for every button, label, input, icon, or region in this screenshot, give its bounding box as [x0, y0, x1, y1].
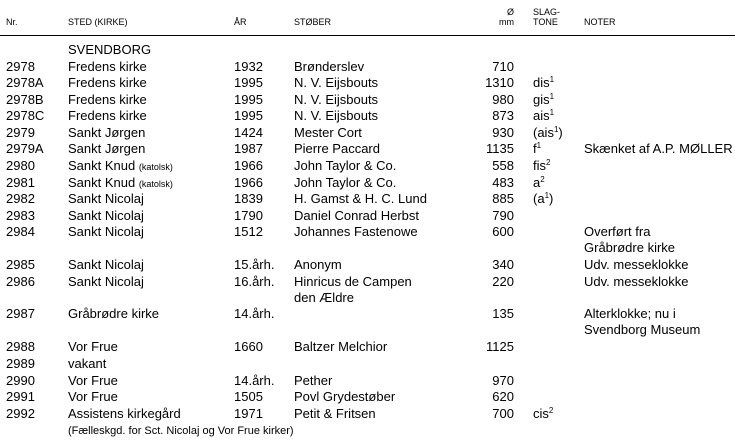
row-stober-continued: den Ældre [294, 290, 354, 305]
row-nr [6, 224, 35, 240]
row-diameter [492, 306, 514, 322]
col-header-stober: STØBER [294, 17, 332, 27]
col-header-diameter-symbol: Ø [506, 7, 514, 17]
row-stober-text: Anonym [294, 257, 342, 272]
row-note [584, 306, 676, 322]
row-aar [234, 175, 263, 191]
row-aar [234, 92, 263, 108]
row-diameter-text: 700 [492, 406, 514, 421]
row-slagtone [533, 191, 553, 207]
row-stober [294, 108, 378, 124]
row-sted-text: Fredens kirke [68, 75, 147, 90]
row-diameter [486, 141, 514, 157]
row-sted-text: Sankt Nicolaj [68, 257, 144, 272]
row-slagtone [533, 406, 553, 422]
row-diameter-text: 710 [492, 59, 514, 74]
row-nr [6, 158, 35, 174]
row-aar-text: 1987 [234, 141, 263, 156]
row-sted [68, 339, 118, 355]
row-stober [294, 125, 362, 141]
row-sted-text: Fredens kirke [68, 59, 147, 74]
row-aar [234, 108, 263, 124]
row-aar-text: 1424 [234, 125, 263, 140]
row-stober [294, 141, 380, 157]
row-sted [68, 257, 144, 273]
row-aar-text: 1966 [234, 175, 263, 190]
row-sted-text: Gråbrødre kirke [68, 306, 160, 321]
row-slagtone-octave: 1 [549, 108, 555, 117]
row-sted-text: Sankt Jørgen [68, 125, 146, 140]
row-stober [294, 257, 342, 273]
row-diameter [492, 175, 514, 191]
row-sted [68, 356, 106, 372]
row-sted-text: Vor Frue [68, 389, 118, 404]
row-diameter [492, 257, 514, 273]
row-stober [294, 339, 387, 355]
row-nr-text: 2979 [6, 125, 35, 140]
row-nr [6, 208, 35, 224]
row-nr-text: 2986 [6, 274, 35, 289]
row-diameter-text: 340 [492, 257, 514, 272]
row-note-text: Udv. messeklokke [584, 257, 689, 272]
row-slagtone-octave: 1 [553, 125, 559, 134]
row-sted-text: Sankt Nicolaj [68, 208, 144, 223]
row-aar-text: 1932 [234, 59, 263, 74]
row-stober [294, 389, 395, 405]
row-aar-text: 1995 [234, 92, 263, 107]
row-nr [6, 274, 35, 290]
row-nr-text: 2988 [6, 339, 35, 354]
row-aar-text: 1971 [234, 406, 263, 421]
row-sted-text: Sankt Nicolaj [68, 191, 144, 206]
row-sted-text: vakant [68, 356, 107, 371]
row-nr-text: 2978C [6, 108, 45, 123]
row-sted [68, 75, 147, 91]
row-slagtone-text: (a [533, 191, 545, 206]
row-slagtone-suffix: ) [558, 125, 563, 140]
row-nr-text: 2978B [6, 92, 44, 107]
row-sted-text: Sankt Knud [68, 175, 136, 190]
row-slagtone-text: (ais [533, 125, 554, 140]
row-sted [68, 389, 118, 405]
row-sted [68, 108, 147, 124]
row-slagtone [533, 108, 554, 124]
row-stober [294, 75, 378, 91]
row-nr [6, 75, 44, 91]
row-slagtone-octave: 1 [549, 75, 555, 84]
row-note-continued: Svendborg Museum [584, 322, 701, 337]
footnote: (Fælleskgd. for Sct. Nicolaj og Vor Frue kirker) [68, 425, 294, 437]
row-sted [68, 306, 159, 322]
row-aar [234, 208, 263, 224]
row-aar-text: 15.årh. [234, 257, 275, 272]
row-nr-text: 2982 [6, 191, 35, 206]
row-sted-text: Vor Frue [68, 373, 118, 388]
header-divider [0, 35, 735, 36]
row-slagtone-octave: 2 [540, 175, 545, 184]
row-aar [234, 406, 263, 422]
row-aar-text: 1660 [234, 339, 263, 354]
row-sted [68, 175, 173, 192]
row-aar-text: 16.årh. [234, 274, 275, 289]
row-slagtone [533, 141, 541, 157]
col-header-nr: Nr. [6, 17, 18, 27]
row-stober [294, 59, 364, 75]
row-stober [294, 191, 427, 207]
row-sted [68, 141, 145, 157]
row-slagtone-suffix: ) [549, 191, 554, 206]
row-nr [6, 141, 44, 157]
row-diameter-text: 1135 [486, 141, 514, 156]
row-diameter [485, 75, 514, 91]
row-aar [234, 274, 274, 290]
row-diameter-text: 980 [492, 92, 514, 107]
row-diameter [486, 339, 514, 355]
row-note-text: Overført fra [584, 224, 651, 239]
row-diameter [492, 108, 514, 124]
row-sted-text: Sankt Nicolaj [68, 274, 144, 289]
row-diameter-text: 135 [492, 306, 514, 321]
row-aar-text: 14.årh. [234, 373, 275, 388]
row-diameter-text: 930 [492, 125, 514, 140]
row-nr-text: 2984 [6, 224, 35, 239]
row-stober-text: N. V. Eijsbouts [294, 108, 379, 123]
row-nr [6, 125, 35, 141]
row-diameter-text: 483 [492, 175, 514, 190]
row-sted-text: Fredens kirke [68, 92, 147, 107]
row-slagtone-octave: 1 [544, 191, 550, 200]
row-aar [234, 389, 263, 405]
row-stober-text: Hinricus de Campen [294, 274, 412, 289]
row-aar [234, 257, 274, 273]
row-nr [6, 175, 35, 191]
row-nr [6, 389, 35, 405]
row-diameter-text: 1310 [485, 75, 514, 90]
row-aar-text: 1995 [234, 75, 263, 90]
row-sted-text: Sankt Nicolaj [68, 224, 144, 239]
row-sted [68, 406, 181, 422]
row-aar [234, 125, 263, 141]
row-slagtone-text: dis [533, 75, 550, 90]
row-nr-text: 2990 [6, 373, 35, 388]
row-aar [234, 59, 263, 75]
row-stober-text: Petit & Fritsen [294, 406, 376, 421]
row-aar-text: 1839 [234, 191, 263, 206]
row-sted [68, 158, 173, 175]
row-nr-text: 2992 [6, 406, 35, 421]
row-diameter [492, 389, 514, 405]
row-slagtone-text: fis [533, 158, 546, 173]
row-slagtone-octave: 2 [548, 406, 554, 415]
row-diameter-text: 620 [492, 389, 514, 404]
row-diameter [492, 59, 514, 75]
row-nr [6, 356, 35, 372]
row-stober [294, 373, 332, 389]
row-diameter [492, 191, 514, 207]
row-nr [6, 92, 44, 108]
col-header-slagtone-line1: SLAG- [533, 7, 561, 17]
row-sted-text: Vor Frue [68, 339, 118, 354]
row-diameter-text: 873 [492, 108, 514, 123]
row-diameter [492, 373, 514, 389]
row-nr-text: 2989 [6, 356, 35, 371]
row-slagtone-octave: 2 [546, 158, 551, 167]
row-diameter [492, 92, 514, 108]
row-sted-qualifier: (katolsk) [138, 179, 173, 189]
row-nr-text: 2983 [6, 208, 35, 223]
row-slagtone-octave: 1 [536, 141, 542, 150]
row-sted-text: Assistens kirkegård [68, 406, 181, 421]
row-slagtone [533, 158, 550, 174]
row-stober [294, 175, 396, 191]
row-diameter [492, 224, 514, 240]
row-nr-text: 2978A [6, 75, 44, 90]
row-nr-text: 2987 [6, 306, 35, 321]
row-sted [68, 224, 144, 240]
row-stober [294, 224, 418, 240]
row-nr [6, 191, 35, 207]
row-sted-qualifier: (katolsk) [138, 162, 173, 172]
row-stober-text: Mester Cort [294, 125, 362, 140]
row-sted [68, 125, 145, 141]
row-nr [6, 257, 35, 273]
row-stober-text: N. V. Eijsbouts [294, 75, 379, 90]
row-note-text: Alterklokke; nu i [584, 306, 676, 321]
row-aar-text: 1505 [234, 389, 263, 404]
row-slagtone [533, 125, 563, 141]
row-aar-text: 1966 [234, 158, 263, 173]
row-sted [68, 92, 147, 108]
row-nr-text: 2985 [6, 257, 35, 272]
row-aar-text: 1790 [234, 208, 263, 223]
col-header-aar: ÅR [234, 17, 247, 27]
col-header-diameter [499, 7, 514, 27]
row-sted-text: Sankt Jørgen [68, 141, 146, 156]
row-aar [234, 75, 263, 91]
group-title: SVENDBORG [68, 42, 152, 57]
row-stober-text: Pierre Paccard [294, 141, 380, 156]
row-sted [68, 274, 144, 290]
row-slagtone-text: gis [533, 92, 550, 107]
row-stober-text: Daniel Conrad Herbst [294, 208, 420, 223]
row-stober-text: Johannes Fastenowe [294, 224, 418, 239]
row-nr [6, 59, 35, 75]
row-diameter-text: 220 [492, 274, 514, 289]
row-diameter [492, 406, 514, 422]
row-diameter-text: 885 [492, 191, 514, 206]
row-note [584, 274, 689, 290]
row-slagtone-octave: 1 [549, 92, 555, 101]
row-sted [68, 59, 147, 75]
row-sted [68, 208, 144, 224]
col-header-noter: NOTER [584, 17, 616, 27]
row-stober [294, 406, 376, 422]
row-aar-text: 14.årh. [234, 306, 275, 321]
col-header-sted: STED (KIRKE) [68, 17, 128, 27]
row-diameter [492, 125, 514, 141]
row-aar [234, 158, 263, 174]
row-diameter-text: 790 [492, 208, 514, 223]
row-aar [234, 141, 263, 157]
row-slagtone [533, 92, 554, 108]
row-diameter [492, 274, 514, 290]
row-stober-text: John Taylor & Co. [294, 158, 397, 173]
row-note-text: Skænket af A.P. MØLLER [584, 141, 733, 156]
row-diameter-text: 558 [492, 158, 514, 173]
row-stober-text: Pether [294, 373, 333, 388]
row-sted [68, 191, 144, 207]
row-slagtone-text: f [533, 141, 537, 156]
row-nr-text: 2978 [6, 59, 35, 74]
col-header-slagtone-line2: TONE [533, 17, 558, 27]
row-nr [6, 108, 44, 124]
row-diameter [492, 208, 514, 224]
col-header-diameter-unit: mm [499, 17, 514, 27]
row-nr [6, 306, 35, 322]
row-stober-text: H. Gamst & H. C. Lund [294, 191, 427, 206]
row-slagtone [533, 175, 545, 191]
row-slagtone-text: cis [533, 406, 549, 421]
col-header-slagtone [533, 7, 560, 27]
row-aar [234, 373, 274, 389]
row-sted-text: Sankt Knud [68, 158, 136, 173]
row-aar [234, 306, 274, 322]
row-nr-text: 2979A [6, 141, 44, 156]
row-stober-text: John Taylor & Co. [294, 175, 397, 190]
row-diameter-text: 970 [492, 373, 514, 388]
row-note-text: Udv. messeklokke [584, 274, 689, 289]
row-stober [294, 92, 378, 108]
row-slagtone-text: ais [533, 108, 550, 123]
row-stober-text: Brønderslev [294, 59, 365, 74]
row-nr [6, 373, 35, 389]
row-slagtone-text: a [533, 175, 541, 190]
row-stober-text: Povl Grydestøber [294, 389, 396, 404]
row-note [584, 257, 689, 273]
row-sted-text: Fredens kirke [68, 108, 147, 123]
row-note [584, 224, 650, 240]
row-stober-text: Baltzer Melchior [294, 339, 388, 354]
row-aar-text: 1995 [234, 108, 263, 123]
row-nr [6, 339, 35, 355]
row-note-continued: Gråbrødre kirke [584, 240, 676, 255]
row-nr-text: 2980 [6, 158, 35, 173]
row-slagtone [533, 75, 554, 91]
row-sted [68, 373, 118, 389]
row-aar [234, 191, 263, 207]
row-diameter-text: 1125 [486, 339, 514, 354]
row-aar [234, 224, 263, 240]
row-nr-text: 2981 [6, 175, 35, 190]
row-diameter-text: 600 [492, 224, 514, 239]
row-stober [294, 274, 412, 290]
row-nr [6, 406, 35, 422]
row-aar-text: 1512 [234, 224, 263, 239]
row-note [584, 141, 733, 157]
row-stober-text: N. V. Eijsbouts [294, 92, 379, 107]
row-diameter [492, 158, 514, 174]
row-aar [234, 339, 263, 355]
row-stober [294, 208, 419, 224]
row-stober [294, 158, 396, 174]
row-nr-text: 2991 [6, 389, 35, 404]
